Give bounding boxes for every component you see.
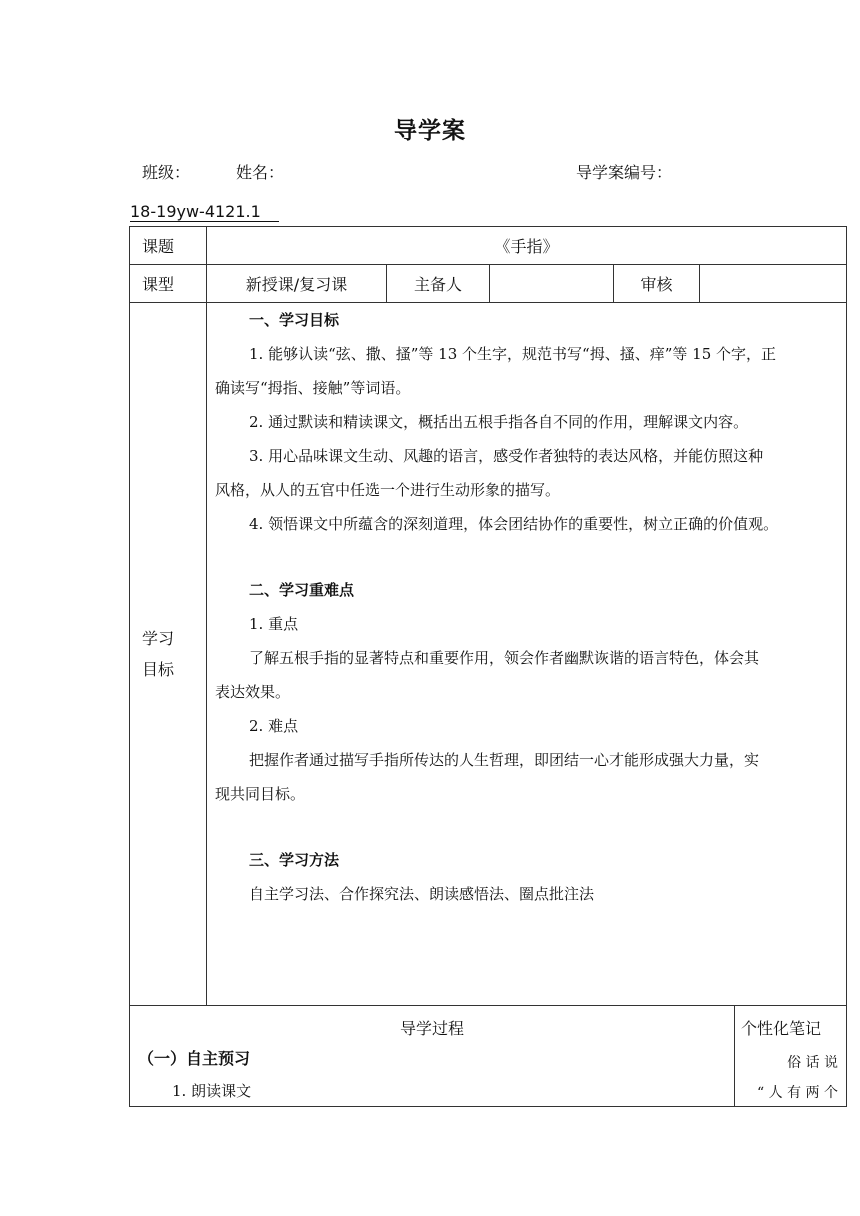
goal-item-3-line1: 3. 用心品味课文生动、风趣的语言，感受作者独特的表达风格，并能仿照这种	[249, 447, 764, 465]
goal-item-3-line2: 风格，从人的五官中任选一个进行生动形象的描写。	[215, 481, 561, 499]
methods-text: 自主学习法、合作探究法、朗读感悟法、圈点批注法	[249, 885, 595, 903]
goals-content	[207, 303, 847, 1006]
note-line-2: “ 人 有 两 个	[757, 1085, 838, 1101]
type-value: 新授课/复习课	[207, 265, 387, 303]
goal-item-4: 4. 领悟课文中所蕴含的深刻道理，体会团结协作的重要性，树立正确的价值观。	[249, 515, 779, 533]
goal-item-2: 2. 通过默读和精读课文，概括出五根手指各自不同的作用，理解课文内容。	[249, 413, 749, 431]
goal-item-1-line2: 确读写“拇指、接触”等词语。	[215, 379, 411, 397]
topic-label: 课题	[130, 227, 207, 265]
section-heading-keypoints: 二、学习重难点	[249, 581, 355, 599]
info-table	[129, 226, 847, 1006]
class-label: 班级：	[142, 163, 191, 182]
document-code-text: 18-19yw-4121.1	[130, 202, 279, 222]
goals-label	[130, 303, 207, 1006]
preparer-label: 主备人	[387, 265, 490, 303]
process-table	[129, 1005, 847, 1107]
number-label: 导学案编号：	[576, 163, 673, 182]
notes-header: 个性化笔记	[741, 1019, 822, 1038]
process-header: 导学过程	[399, 1019, 464, 1038]
difficulty-label: 2. 难点	[249, 717, 299, 735]
preparer-value	[490, 265, 614, 303]
section-heading-goals: 一、学习目标	[249, 311, 340, 329]
key-point-line2: 表达效果。	[215, 683, 291, 701]
name-label: 姓名：	[236, 163, 285, 182]
process-item-1: 1. 朗读课文	[172, 1082, 252, 1100]
document-code	[130, 202, 279, 221]
goals-label-line1: 学习	[142, 629, 175, 648]
difficulty-line2: 现共同目标。	[215, 785, 306, 803]
document-title: 导学案	[394, 118, 466, 144]
topic-value: 《手指》	[207, 227, 847, 265]
section-heading-methods: 三、学习方法	[249, 851, 340, 869]
process-cell	[130, 1006, 735, 1107]
review-label: 审核	[614, 265, 700, 303]
review-value	[700, 265, 847, 303]
goal-item-1-line1: 1. 能够认读“弦、撒、搔”等 13 个生字，规范书写“拇、搔、痒”等 15 个字，正	[249, 345, 777, 363]
key-point-line1: 了解五根手指的显著特点和重要作用，领会作者幽默诙谐的语言特色，体会其	[249, 649, 760, 667]
notes-cell	[735, 1006, 847, 1107]
type-label: 课型	[130, 265, 207, 303]
difficulty-line1: 把握作者通过描写手指所传达的人生哲理，即团结一心才能形成强大力量，实	[249, 751, 760, 769]
self-study-heading: （一）自主预习	[138, 1049, 251, 1068]
goals-label-line2: 目标	[142, 660, 175, 679]
key-point-label: 1. 重点	[249, 615, 299, 633]
note-line-1: 俗 话 说	[787, 1055, 838, 1071]
